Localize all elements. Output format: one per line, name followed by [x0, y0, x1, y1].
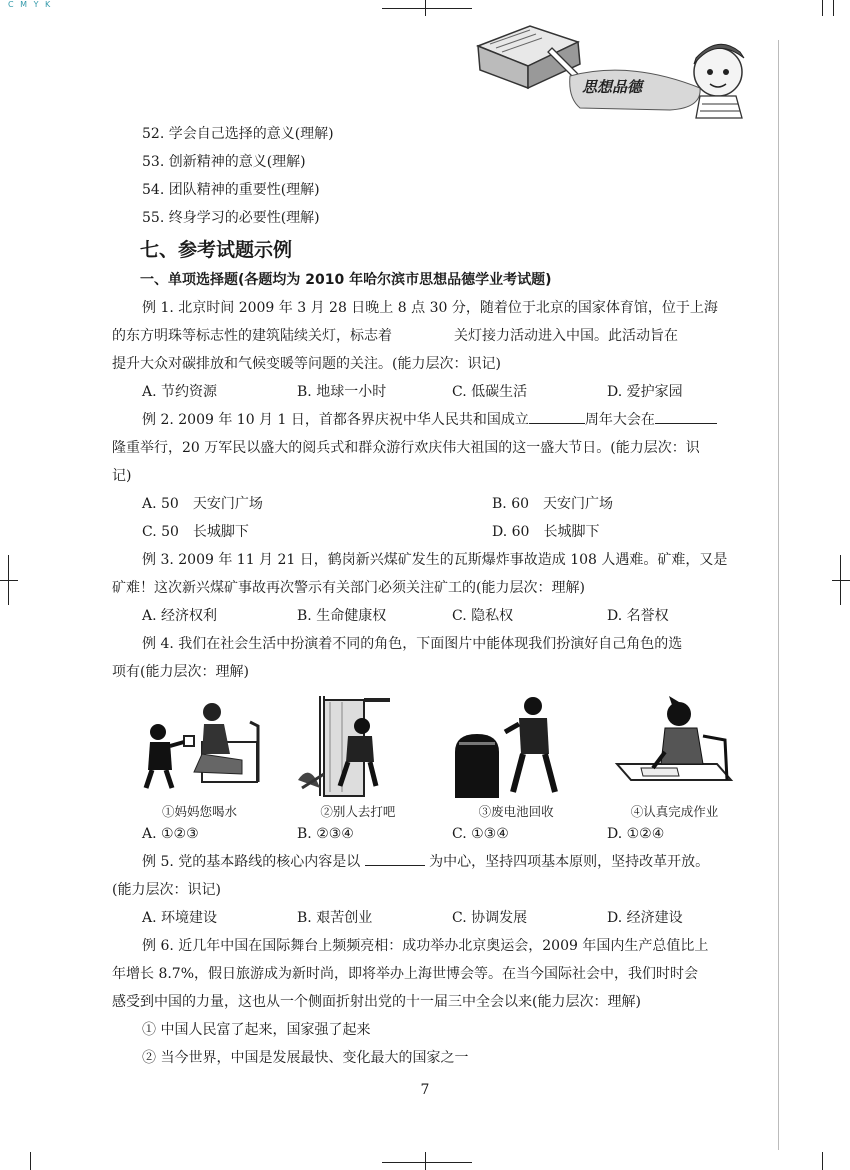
- question-1-options: [112, 378, 752, 406]
- question-6-line: 感受到中国的力量，这也从一个侧面折射出党的十一届三中全会以来(能力层次：理解): [112, 994, 641, 1010]
- crop-mark: [8, 555, 9, 605]
- answer-blank: [529, 407, 585, 424]
- page-number: 7: [420, 1082, 430, 1098]
- answer-blank: [392, 324, 454, 340]
- child-serving-water-illustration: [132, 692, 267, 800]
- question-4-line: 例 4. 我们在社会生活中扮演着不同的角色，下面图片中能体现我们扮演好自己角色的选: [142, 636, 683, 652]
- question-2-options: [112, 518, 752, 546]
- crop-mark: [822, 0, 823, 16]
- answer-blank: [365, 849, 425, 866]
- list-item: 54. 团队精神的重要性(理解): [142, 182, 320, 198]
- question-2-line: 记): [112, 468, 132, 484]
- crop-mark: [0, 580, 18, 581]
- crop-mark: [822, 1152, 823, 1170]
- question-4-line: 项有(能力层次：理解): [112, 664, 249, 680]
- option-c: C. 协调发展: [452, 910, 528, 926]
- header-banner: [470, 18, 760, 120]
- subsection-title: 一、单项选择题(各题均为 2010 年哈尔滨市思想品德学业考试题): [140, 272, 552, 288]
- answer-blank: [655, 407, 717, 424]
- crop-mark: [833, 0, 834, 16]
- question-2-line: 例 2. 2009 年 10 月 1 日，首都各界庆祝中华人民共和国成立 周年大会在: [112, 406, 752, 434]
- option-c: C. 隐私权: [452, 608, 514, 624]
- question-4-pictures: [112, 692, 742, 800]
- question-6-line: 年增长 8.7%，假日旅游成为新时尚，即将举办上海世博会等。在当今国际社会中，我们时时会: [112, 966, 699, 982]
- crop-mark: [382, 8, 472, 9]
- option-b: B. 60 天安门广场: [492, 496, 614, 512]
- picture-caption: ④认真完成作业: [630, 804, 719, 819]
- question-5-line: 例 5. 党的基本路线的核心内容是以 为中心，坚持四项基本原则，坚持改革开放。: [112, 848, 752, 876]
- list-item: 52. 学会自己选择的意义(理解): [142, 126, 334, 142]
- option-b: B. ②③④: [297, 826, 354, 842]
- question-1-line: 的东方明珠等标志性的建筑陆续关灯，标志着 关灯接力活动进入中国。此活动旨在: [112, 322, 752, 350]
- crop-mark: [382, 1162, 472, 1163]
- question-5-options: [112, 904, 752, 932]
- question-2-line: 隆重举行，20 万军民以盛大的阅兵式和群众游行欢庆伟大祖国的这一盛大节日。(能力层次：识: [112, 440, 700, 456]
- question-1-line: 例 1. 北京时间 2009 年 3 月 28 日晚上 8 点 30 分，随着位于北京的国家体育馆，位于上海: [142, 300, 718, 316]
- question-5-line: (能力层次：识记): [112, 882, 221, 898]
- picture-caption: ①妈妈您喝水: [161, 804, 237, 819]
- option-b: B. 地球一小时: [297, 384, 387, 400]
- option-d: D. ①②④: [607, 826, 665, 842]
- option-d: D. 爱护家园: [607, 384, 683, 400]
- option-c: C. ①③④: [452, 826, 509, 842]
- section-title: 七、参考试题示例: [140, 239, 293, 261]
- question-6-line: 例 6. 近几年中国在国际舞台上频频亮相：成功举办北京奥运会，2009 年国内生产总值比上: [142, 938, 709, 954]
- refusing-to-clean-illustration: [290, 692, 425, 800]
- question-2-options: [112, 490, 752, 518]
- option-d: D. 名誉权: [607, 608, 669, 624]
- page-content: [112, 120, 752, 1072]
- picture-caption: ③废电池回收: [478, 804, 554, 819]
- option-a: A. ①②③: [142, 826, 199, 842]
- list-item: 55. 终身学习的必要性(理解): [142, 210, 320, 226]
- option-c: C. 50 长城脚下: [142, 524, 249, 540]
- question-6-statement: ② 当今世界，中国是发展最快、变化最大的国家之一: [142, 1050, 469, 1066]
- option-d: D. 60 长城脚下: [492, 524, 600, 540]
- question-6-statement: ① 中国人民富了起来，国家强了起来: [142, 1022, 371, 1038]
- crop-mark: [425, 0, 426, 16]
- homework-illustration: [607, 692, 742, 800]
- question-4-options: [112, 820, 752, 848]
- crop-mark: [832, 580, 850, 581]
- book-icon: [470, 18, 760, 120]
- question-1-line: 提升大众对碳排放和气候变暖等问题的关注。(能力层次：识记): [112, 356, 501, 372]
- list-item: 53. 创新精神的意义(理解): [142, 154, 306, 170]
- question-3-line: 例 3. 2009 年 11 月 21 日，鹤岗新兴煤矿发生的瓦斯爆炸事故造成 108 人遇难。矿难，又是: [142, 552, 728, 568]
- cmyk-label: C M Y K: [8, 0, 53, 9]
- option-a: A. 50 天安门广场: [142, 496, 263, 512]
- crop-mark: [30, 1152, 31, 1170]
- crop-mark: [840, 555, 841, 605]
- option-a: A. 环境建设: [142, 910, 218, 926]
- picture-caption: ②别人去打吧: [320, 804, 396, 819]
- option-a: A. 经济权利: [142, 608, 218, 624]
- crop-mark: [425, 1152, 426, 1170]
- option-b: B. 生命健康权: [297, 608, 387, 624]
- question-3-line: 矿难！这次新兴煤矿事故再次警示有关部门必须关注矿工的(能力层次：理解): [112, 580, 585, 596]
- option-b: B. 艰苦创业: [297, 910, 373, 926]
- subject-badge: 思想品德: [582, 78, 643, 96]
- option-c: C. 低碳生活: [452, 384, 528, 400]
- battery-recycling-illustration: [449, 692, 584, 800]
- option-a: A. 节约资源: [142, 384, 218, 400]
- option-d: D. 经济建设: [607, 910, 683, 926]
- question-3-options: [112, 602, 752, 630]
- crop-mark: [778, 40, 779, 1150]
